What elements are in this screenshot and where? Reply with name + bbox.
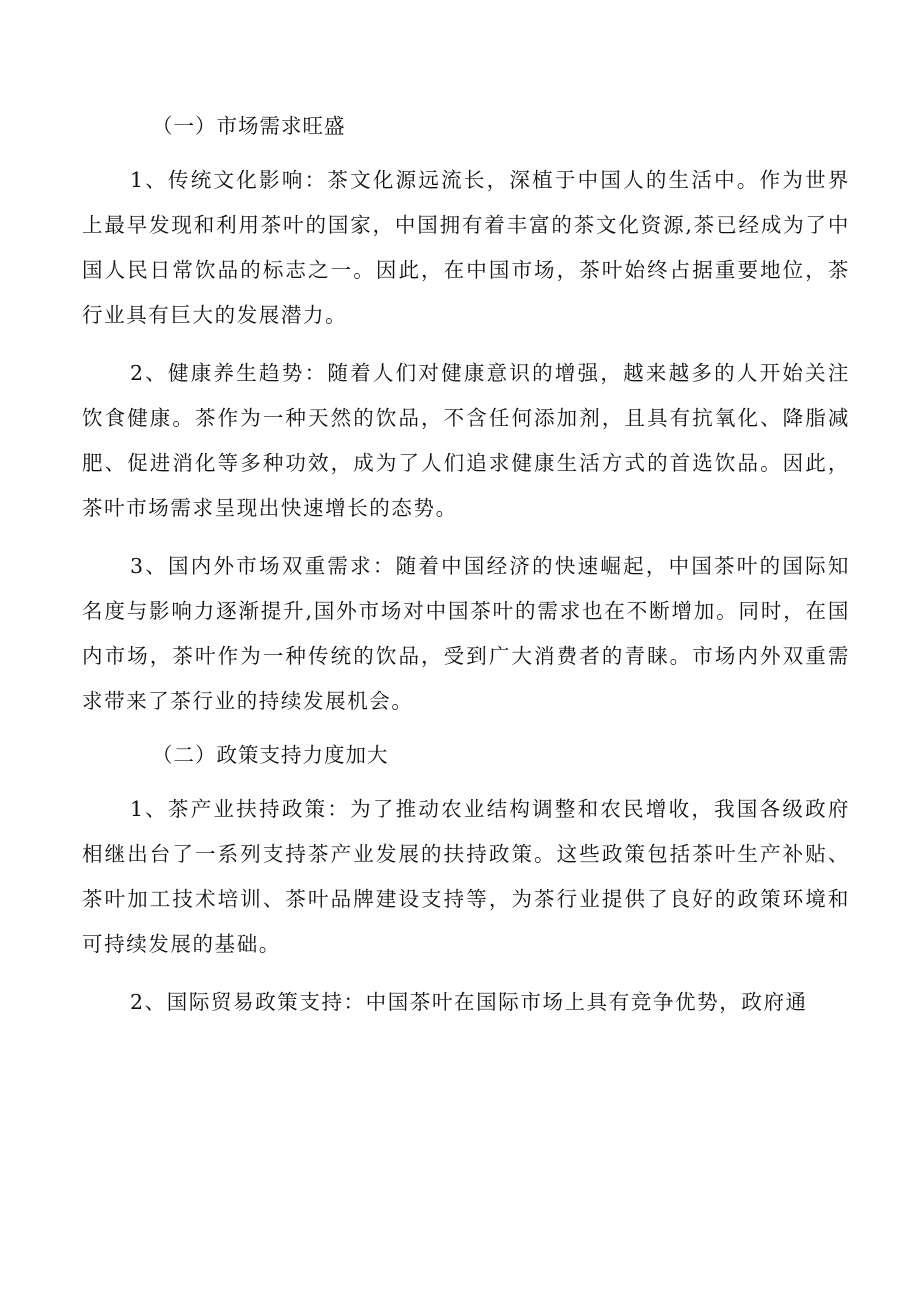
paragraph-health-trend: 2、健康养生趋势：随着人们对健康意识的增强，越来越多的人开始关注饮食健康。茶作为一种天然的饮品，不含任何添加剂，且具有抗氧化、降脂减肥、促进消化等多种功效，成为了人们追求健康生活方式的首选饮品。因此，茶叶市场需求呈现出快速增长的态势。 bbox=[82, 361, 850, 520]
paragraph-dual-demand: 3、国内外市场双重需求：随着中国经济的快速崛起，中国茶叶的国际知名度与影响力逐渐提升,国外市场对中国茶叶的需求也在不断增加。同时，在国内市场，茶叶作为一种传统的饮品，受到广大消费者的青睐。市场内外双重需求带来了茶行业的持续发展机会。 bbox=[82, 554, 850, 713]
paragraph-industry-policy: 1、茶产业扶持政策：为了推动农业结构调整和农民增收，我国各级政府相继出台了一系列支持茶产业发展的扶持政策。这些政策包括茶叶生产补贴、茶叶加工技术培训、茶叶品牌建设支持等，为茶行业提供了良好的政策环境和可持续发展的基础。 bbox=[82, 797, 850, 956]
paragraph-traditional-culture: 1、传统文化影响：茶文化源远流长，深植于中国人的生活中。作为世界上最早发现和利用茶叶的国家，中国拥有着丰富的茶文化资源,茶已经成为了中国人民日常饮品的标志之一。因此，在中国市场，茶叶始终占据重要地位，茶行业具有巨大的发展潜力。 bbox=[82, 168, 850, 327]
paragraph-trade-policy: 2、国际贸易政策支持：中国茶叶在国际市场上具有竞争优势，政府通 bbox=[130, 990, 808, 1014]
section-heading-1: （一）市场需求旺盛 bbox=[152, 114, 346, 138]
section-heading-2: （二）政策支持力度加大 bbox=[152, 743, 389, 767]
